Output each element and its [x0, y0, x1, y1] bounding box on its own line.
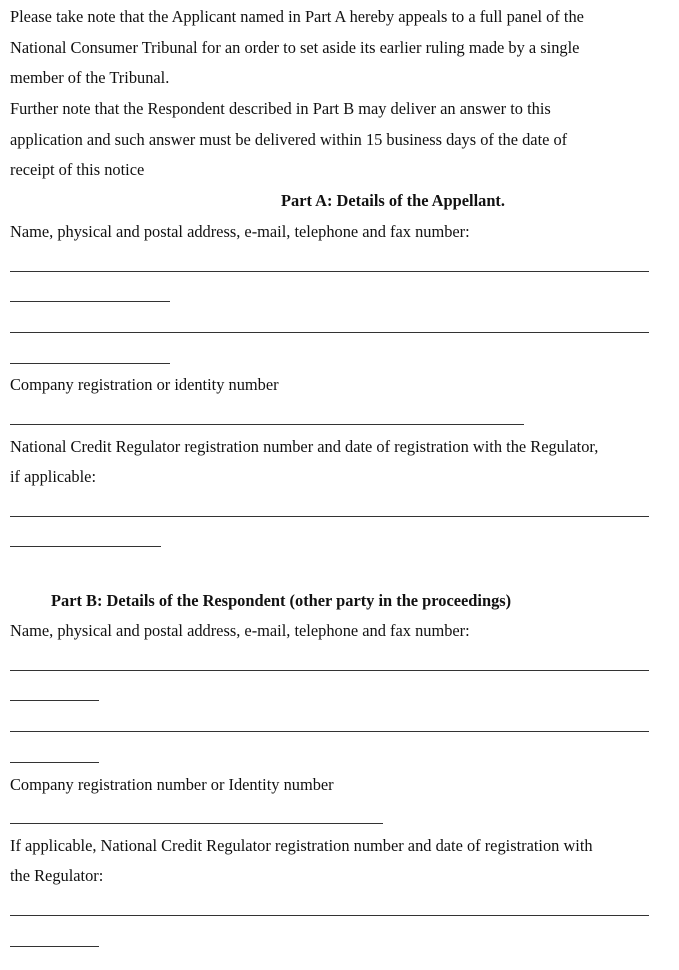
part-a-ncr-label-line-2: if applicable:: [10, 467, 97, 486]
part-a-company-label: Company registration or identity number: [10, 375, 279, 394]
intro-line-1: Please take note that the Applicant named in Part A hereby appeals to a full panel of the: [10, 7, 584, 26]
part-b-heading: Part B: Details of the Respondent (other party in the proceedings): [51, 591, 512, 610]
part-b-ncr-label-line-1: If applicable, National Credit Regulator registration number and date of registration with: [10, 836, 593, 855]
part-b-name-line-4[interactable]: [10, 762, 99, 763]
part-a-name-line-3[interactable]: [10, 332, 649, 333]
part-a-company-line[interactable]: [10, 424, 524, 425]
intro-line-5: application and such answer must be delivered within 15 business days of the date of: [10, 130, 568, 149]
part-b-name-line-3[interactable]: [10, 731, 649, 732]
part-b-company-label: Company registration number or Identity number: [10, 775, 334, 794]
part-a-ncr-line-1[interactable]: [10, 516, 649, 517]
part-b-ncr-line-2[interactable]: [10, 946, 99, 947]
part-a-ncr-line-2[interactable]: [10, 546, 161, 547]
intro-line-4: Further note that the Respondent described in Part B may deliver an answer to this: [10, 99, 551, 118]
part-b-ncr-line-1[interactable]: [10, 915, 649, 916]
intro-line-6: receipt of this notice: [10, 160, 145, 179]
intro-line-3: member of the Tribunal.: [10, 68, 170, 87]
part-a-name-line-2[interactable]: [10, 301, 170, 302]
part-b-company-line[interactable]: [10, 823, 383, 824]
part-a-name-label: Name, physical and postal address, e-mail, telephone and fax number:: [10, 222, 470, 241]
part-a-name-line-1[interactable]: [10, 271, 649, 272]
part-a-heading: Part A: Details of the Appellant.: [281, 191, 505, 210]
part-a-ncr-label-line-1: National Credit Regulator registration number and date of registration with the Regulator,: [10, 437, 599, 456]
part-b-name-line-2[interactable]: [10, 700, 99, 701]
part-a-name-line-4[interactable]: [10, 363, 170, 364]
part-b-name-line-1[interactable]: [10, 670, 649, 671]
part-b-ncr-label-line-2: the Regulator:: [10, 866, 104, 885]
part-b-name-label: Name, physical and postal address, e-mail, telephone and fax number:: [10, 621, 470, 640]
intro-line-2: National Consumer Tribunal for an order to set aside its earlier ruling made by a single: [10, 38, 580, 57]
